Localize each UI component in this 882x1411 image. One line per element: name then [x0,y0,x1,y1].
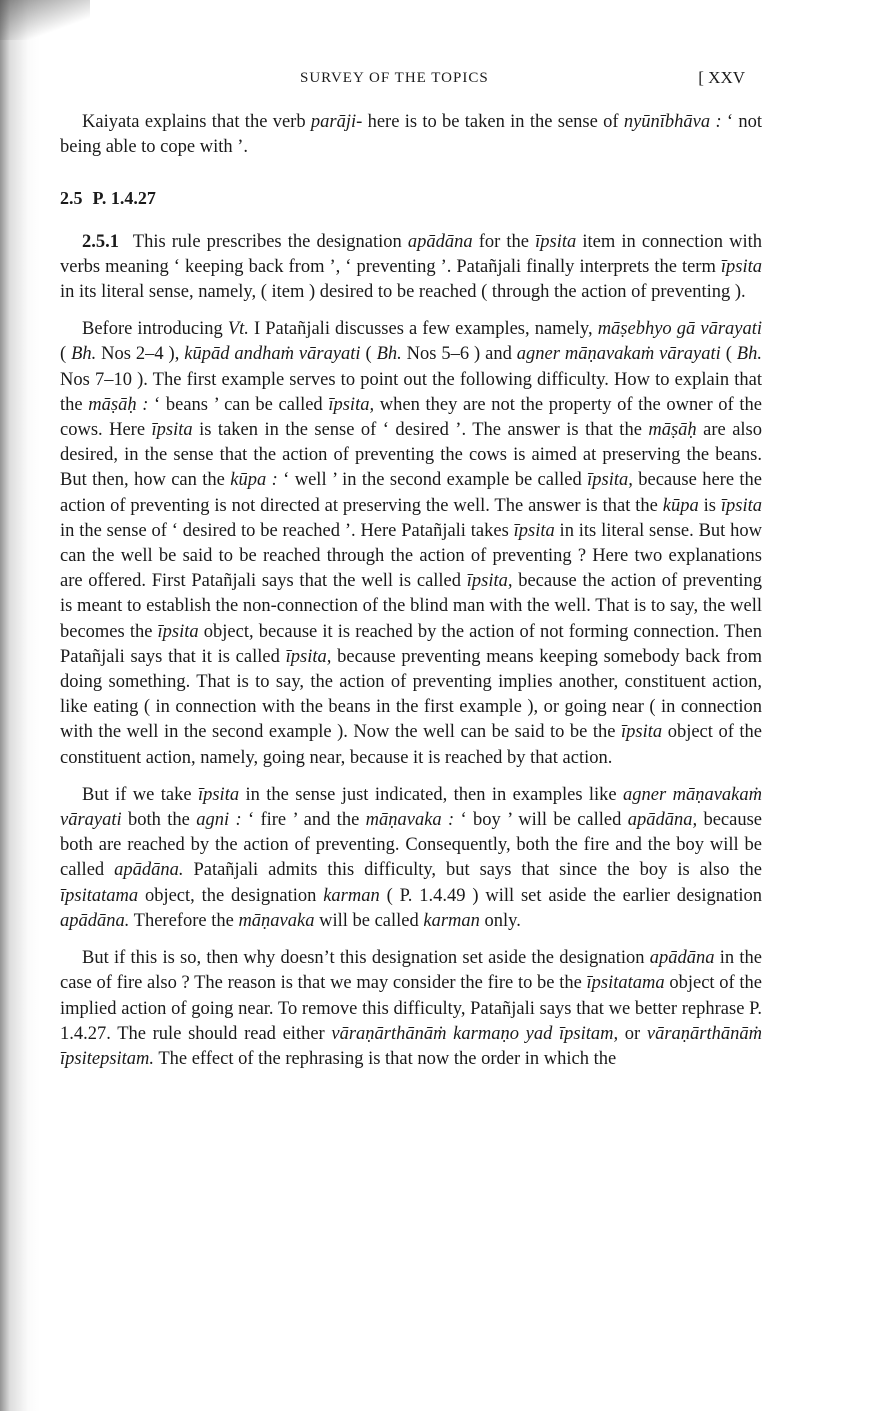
text: because preventing means keeping somebody back from doing something. That is to say, the action of preventing implies another, constituent action, like eating ( in connection with the beans in the first example ), or going near ( in connection with the well in the second example ). Now the well can be said to be the [60,646,762,743]
text: both the [121,810,197,831]
term: māṇavaka : [365,810,455,831]
text: Kaiyata explains that the verb [82,112,311,132]
text: because both are reached by the action of preventing. Consequently, both the fire and the boy will be called [60,810,763,881]
text: ( [60,344,72,365]
paragraph-2-5-1 [60,230,762,306]
text: object of the implied action of going near. To remove this difficulty, Patañjali says that we better rephrase P. 1.4.27. The rule should read either [60,973,762,1044]
term: īpsitatama [60,885,139,906]
text: But if we take [82,784,198,805]
term: īpsita [197,784,240,805]
text: are also desired, in the sense that the action of preventing the cows is aimed at preserving the beans. But then, how can the [60,420,763,491]
text: is [698,495,721,516]
term: māṣāḥ : [88,394,149,415]
paragraph-examples [60,317,762,771]
text: object, the designation [138,885,324,906]
term: karman [323,885,380,906]
text: object of the constituent action, namely, going near, because it is reached by that action. [60,722,762,768]
text: in the case of fire also ? The reason is that we may consider the fire to be the [60,948,762,994]
term: īpsita [535,231,577,252]
term: apādāna [649,948,715,969]
term: īpsita, [285,646,332,667]
term: Bh. [71,344,97,365]
page-number: [ XXV [698,68,745,87]
text: Before introducing [82,319,228,340]
term: īpsita [151,420,193,441]
text: in its literal sense, namely, ( item ) desired to be reached ( through the action of preventing ). [60,282,746,303]
subsection-number: 2.5.1 [82,231,119,252]
text: here is to be taken in the sense of [362,112,624,132]
text: ( P. 1.4.49 ) will set aside the earlier designation [379,885,762,906]
text: because the action of preventing is meant to establish the non-connection of the blind man with the well. That is to say, the well becomes the [60,571,762,642]
term: karman [423,910,480,931]
term: vāraṇārthānāṁ īpsitepsitam. [60,1023,762,1069]
text: Nos 7–10 ). The first example serves to point out the following difficulty. How to explain that the [60,369,762,415]
term: apādāna. [114,860,184,881]
text: ( [720,344,737,365]
text: This rule prescribes the designation [127,231,408,252]
term: kūpa [662,495,699,516]
text: ‘ fire ’ and the [241,810,366,831]
term: īpsita [720,495,762,516]
text: in the sense just indicated, then in examples like [239,784,624,805]
text: The effect of the rephrasing is that now the order in which the [154,1048,617,1069]
term: īpsita, [328,394,375,415]
term: agni : [196,810,242,831]
term: apādāna, [627,810,698,831]
text: ( [360,344,377,365]
text: when they are not the property of the owner of the cows. Here [60,394,762,441]
text: But if this is so, then why doesn’t this designation set aside the designation [82,948,650,969]
term: īpsita, [466,571,513,592]
term: Bh. [736,344,762,365]
page-corner-shadow [0,0,90,40]
section-number: 2.5 [60,188,83,209]
term: māṣebhyo gā vārayati [597,319,763,340]
term: Bh. [376,344,402,365]
term: vāraṇārthānāṁ karmaṇo yad īpsitam, [331,1023,619,1044]
term: īpsita [157,621,199,642]
text: in the sense of ‘ desired to be reached ’. Here Patañjali takes [60,520,514,541]
text: or [618,1023,647,1044]
term: māṣāḥ [648,420,697,441]
term: apādāna. [60,910,130,931]
term: īpsita [720,256,762,277]
term: kūpād andhaṁ vārayati [184,344,361,365]
paragraph-agner [60,783,762,934]
term: apādāna [407,231,473,252]
text: in its literal sense. But how can the well be said to be reached through the action of preventing ? Here two explanations are offered. First Patañjali says that the well is called [60,520,762,592]
term: īpsita [513,520,555,541]
term: kūpa : [230,470,278,491]
text: Patañjali admits this difficulty, but says that since the boy is also the [183,860,762,881]
text: object, because it is reached by the action of not forming connection. Then Patañjali says that it is called [60,621,762,667]
running-title: SURVEY OF THE TOPICS [300,70,489,86]
page-spine-shadow [0,0,40,1411]
text: Therefore the [129,910,239,931]
term: Vt. [227,319,249,340]
paragraph-kaiyata [60,110,762,160]
term: īpsita, [587,470,633,491]
term: parāji- [310,112,363,132]
text: will be called [314,910,424,931]
term: īpsitatama [586,973,665,994]
text: Nos 2–4 ), [96,344,185,365]
text: ‘ well ’ in the second example be called [277,470,588,491]
term: agner māṇavakaṁ vārayati [60,784,762,831]
section-title: P. 1.4.27 [92,188,156,209]
term: māṇavaka [238,910,315,931]
term: agner māṇavakaṁ vārayati [516,344,721,365]
running-header [300,70,745,92]
text: is taken in the sense of ‘ desired ’. The answer is that the [192,420,649,441]
text: I Patañjali discusses a few examples, namely, [248,319,598,340]
text: for the [472,231,536,252]
text: ‘ boy ’ will be called [454,810,628,831]
text: Nos 5–6 ) and [401,344,517,365]
text: ‘ not being able to cope with ’. [60,112,763,158]
page-body [60,110,762,1084]
text: ‘ beans ’ can be called [148,394,329,415]
text: because here the action of preventing is not directed at preserving the well. The answer is that the [60,470,763,516]
text: only. [479,910,521,931]
term: īpsita [621,722,663,743]
section-heading [60,186,762,211]
term: nyūnībhāva : [623,112,722,132]
text: item in connection with verbs meaning ‘ keeping back from ’, ‘ preventing ’. Patañjali finally interprets the term [60,231,762,277]
paragraph-rephrase [60,946,762,1072]
